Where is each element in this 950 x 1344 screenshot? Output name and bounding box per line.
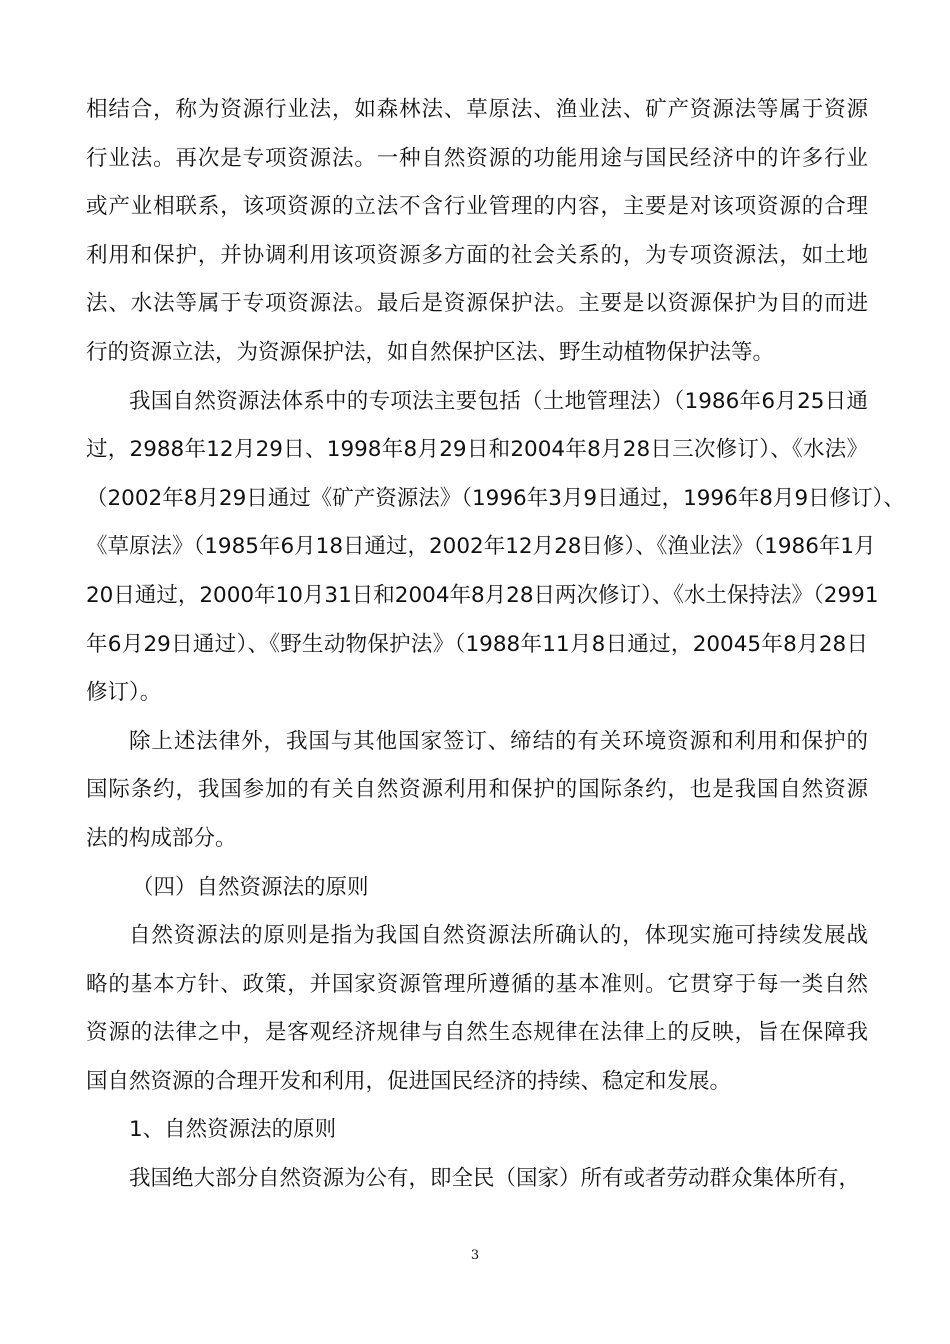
text-line: 行业法。再次是专项资源法。一种自然资源的功能用途与国民经济中的许多行业	[86, 145, 868, 171]
paragraph	[86, 86, 868, 378]
text-line: 除上述法律外，我国与其他国家签订、缔结的有关环境资源和利用和保护的	[129, 728, 868, 754]
text-line: 行的资源立法，为资源保护法，如自然保护区法、野生动植物保护法等。	[86, 339, 775, 365]
paragraph	[86, 718, 868, 864]
text-line: 国自然资源的合理开发和利用，促进国民经济的持续、稳定和发展。	[86, 1068, 732, 1094]
text-line: 自然资源法的原则是指为我国自然资源法所确认的，体现实施可持续发展战	[129, 923, 868, 949]
text-line: 年6月29日通过）、《野生动物保护法》（1988年11月8日通过，20045年8月28日	[86, 631, 868, 657]
text-line: 或产业相联系，该项资源的立法不含行业管理的内容，主要是对该项资源的合理	[86, 194, 868, 220]
paragraph	[86, 1106, 868, 1155]
text-line: 《草原法》（1985年6月18日通过，2002年12月28日修）、《渔业法》（1986年1月	[86, 534, 876, 560]
text-line: 我国绝大部分自然资源为公有，即全民（国家）所有或者劳动群众集体所有，	[129, 1166, 861, 1192]
text-line: 1、自然资源法的原则	[129, 1117, 337, 1143]
paragraph	[86, 912, 868, 1106]
text-line: 资源的法律之中，是客观经济规律与自然生态规律在法律上的反映，旨在保障我	[86, 1020, 868, 1046]
text-line: 略的基本方针、政策，并国家资源管理所遵循的基本准则。它贯穿于每一类自然	[86, 971, 868, 997]
text-line: （2002年8月29日通过《矿产资源法》（1996年3月9日通过，1996年8月9日修订）、	[86, 485, 905, 511]
document-body	[86, 86, 905, 1204]
text-line: （四）自然资源法的原则	[132, 874, 369, 900]
text-line: 法、水法等属于专项资源法。最后是资源保护法。主要是以资源保护为目的而进	[86, 291, 868, 317]
text-line: 相结合，称为资源行业法，如森林法、草原法、渔业法、矿产资源法等属于资源	[86, 97, 868, 122]
text-line: 法的构成部分。	[86, 825, 237, 851]
text-line: 利用和保护，并协调利用该项资源多方面的社会关系的，为专项资源法，如土地	[86, 242, 868, 268]
paragraph	[86, 1155, 868, 1204]
text-line: 我国自然资源法体系中的专项法主要包括（土地管理法）（1986年6月25日通	[129, 388, 868, 414]
paragraph	[86, 378, 905, 718]
page-number: 3	[470, 1248, 480, 1263]
text-line: 修订）。	[86, 680, 162, 706]
text-line: 过，2988年12月29日、1998年8月29日和2004年8月28日三次修订）、《水法》	[86, 437, 868, 463]
text-line: 20日通过，2000年10月31日和2004年8月28日两次修订）、《水土保持法》（2991	[86, 582, 879, 608]
text-line: 国际条约，我国参加的有关自然资源利用和保护的国际条约，也是我国自然资源	[86, 777, 868, 803]
section-heading	[86, 864, 868, 913]
